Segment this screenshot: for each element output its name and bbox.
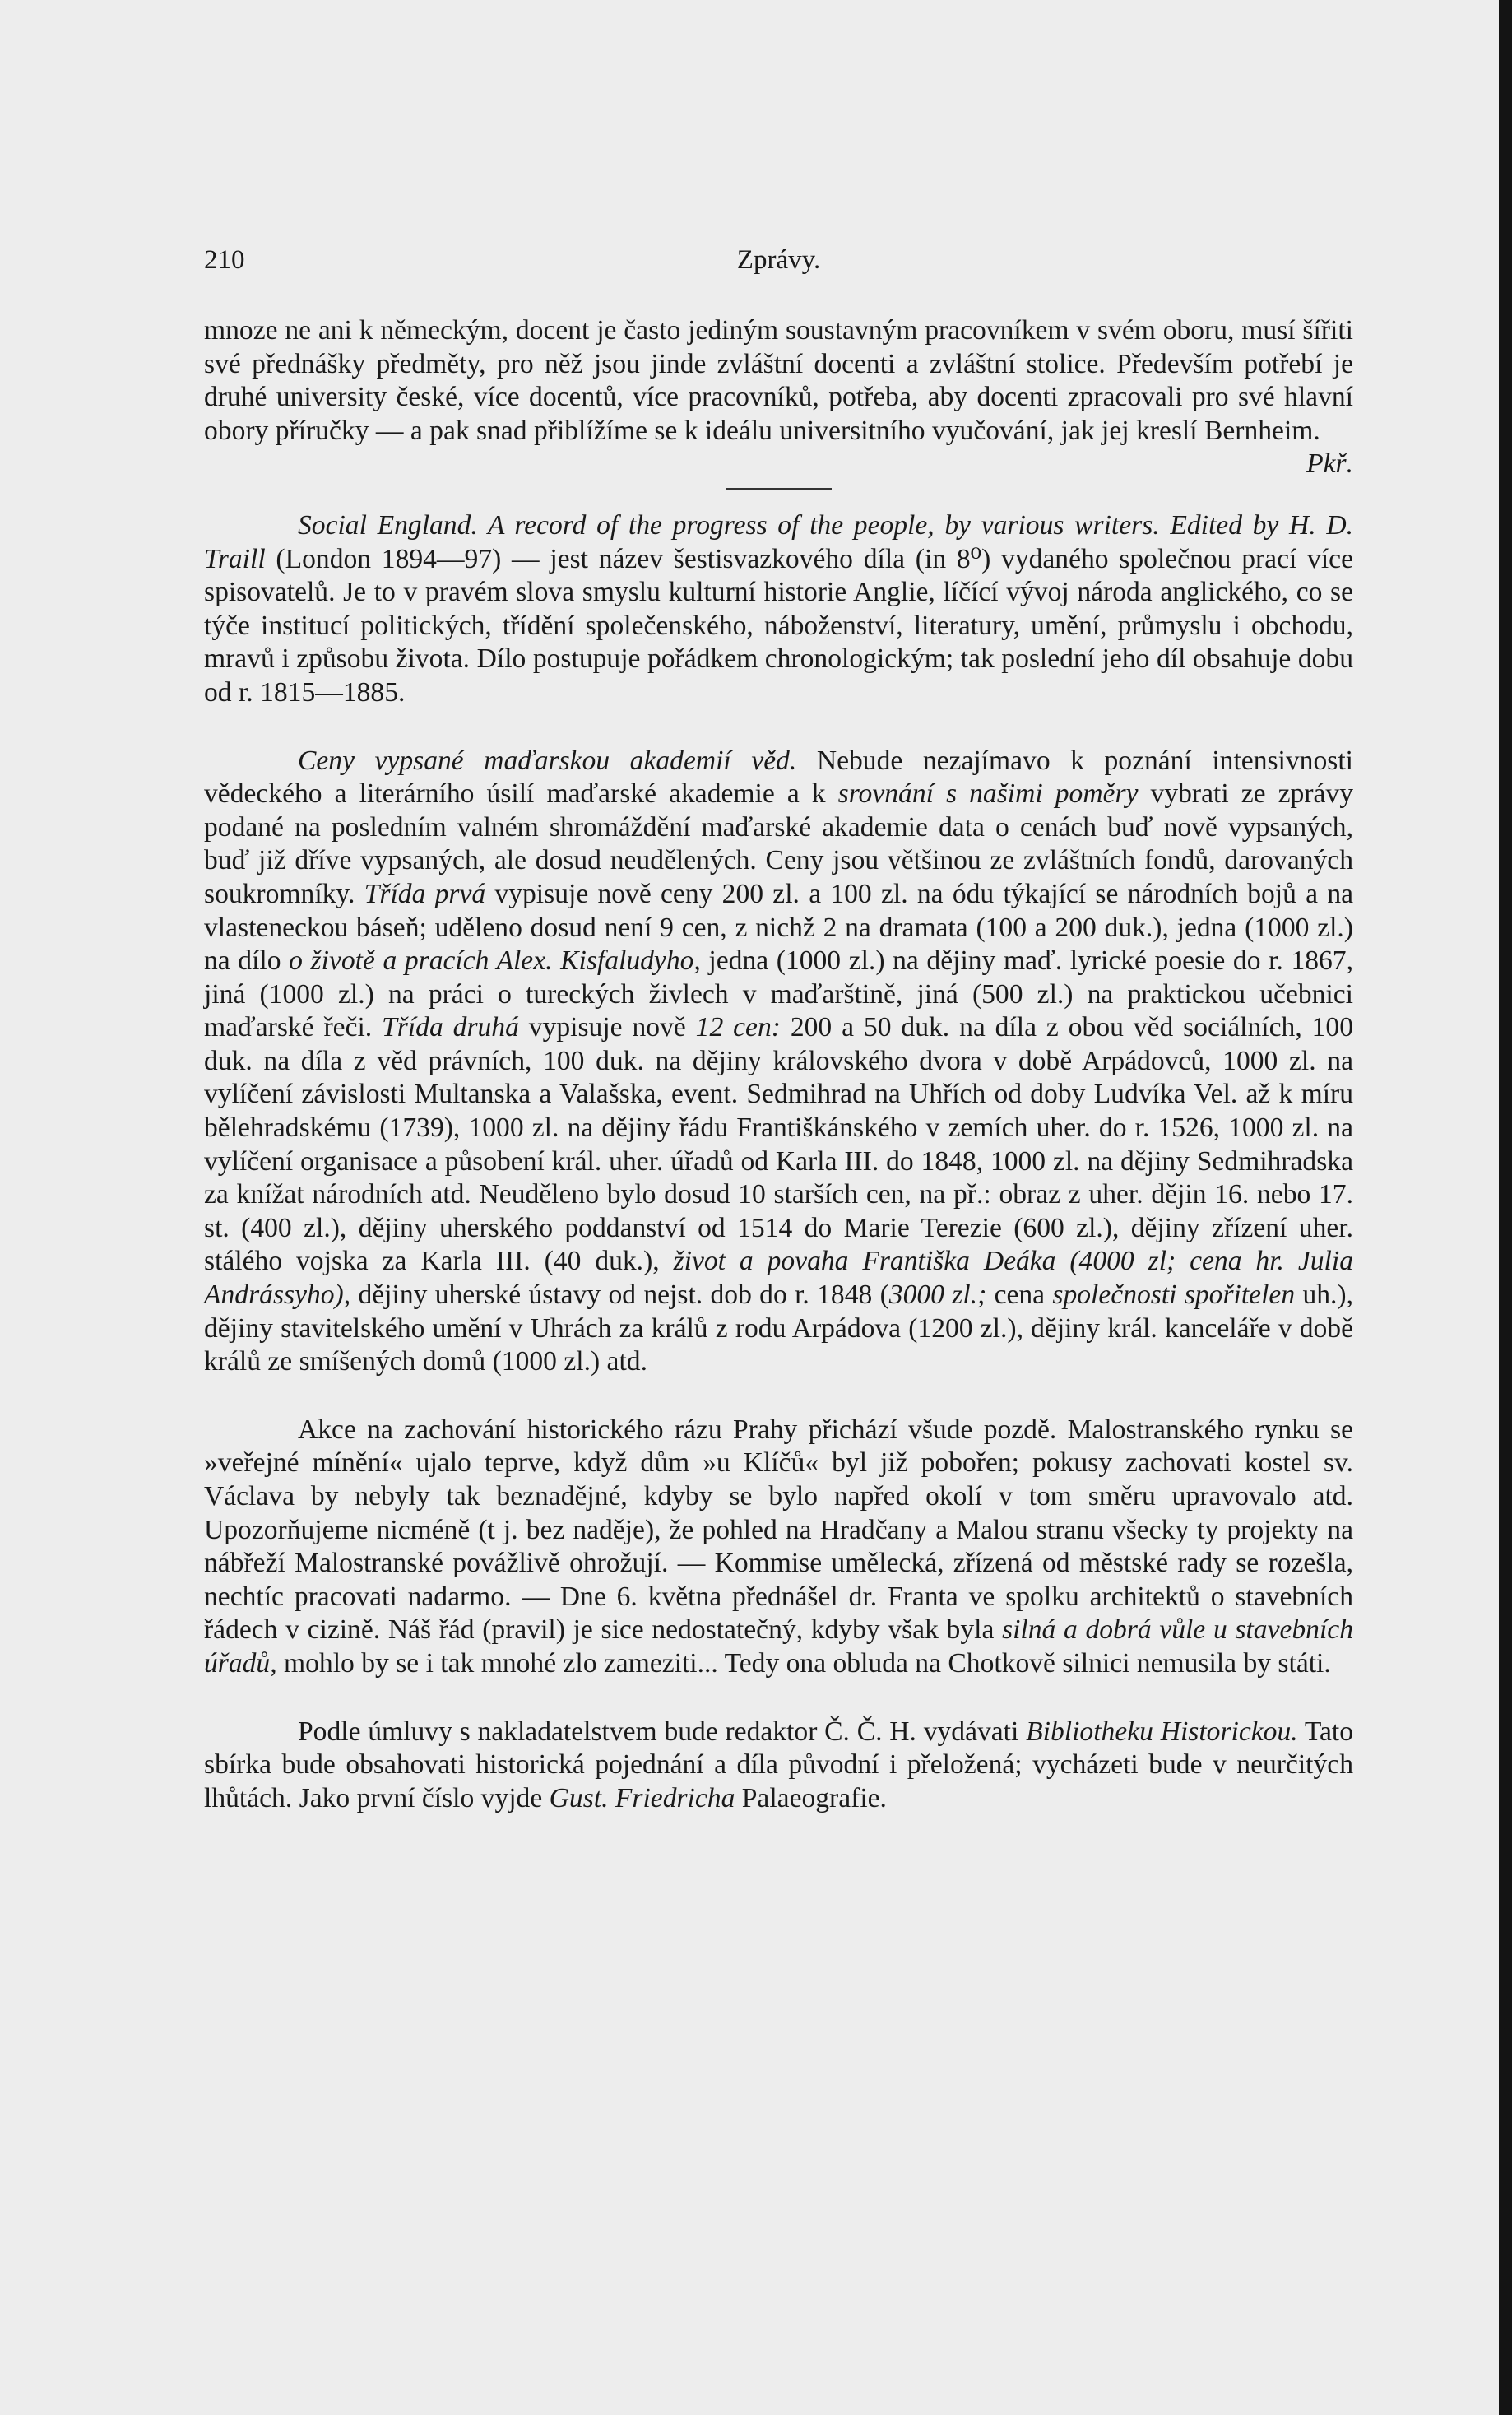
page-edge-shadow (1499, 0, 1512, 2415)
paragraph-gap (204, 710, 1353, 745)
author-signature: Pkř. (1306, 448, 1353, 480)
paragraph-social-england (204, 509, 1353, 710)
section-divider (726, 488, 832, 490)
italic-phrase: Třída druhá (382, 1012, 519, 1043)
paragraph-text: (London 1894—97) — jest název šestisvazkového díla (in 8⁰) vydaného společnou prací více spisovatelů. Je to v pravém slova smyslu kulturní historie Anglie, líčící vývoj národa anglického, co se týče institucí politických, třídění společenského, náboženství, literatury, umění, průmyslu i obchodu, mravů i způsobu života. Dílo postupuje pořádkem chronologickým; tak poslední jeho díl obsahuje dobu od r. 1815—1885. (204, 543, 1353, 708)
page-content (204, 314, 1353, 1815)
text-run: vybrati ze zprávy podané na posledním valném shromáždění maďarské akademie data o cenách buď nově vypsaných, buď již dříve vypsaných, ale dosud neudělených. Ceny jsou většinou ze zvláštních fondů, darovaných soukromníky. (204, 778, 1353, 909)
italic-phrase: o životě a pracích Alex. Kisfaludyho, (289, 945, 701, 977)
paragraph-text: mnoze ne ani k německým, docent je často jediným soustavným pracovníkem v svém oboru, musí šířiti své přednášky předměty, pro něž jsou jinde zvláštní docenti a zvláštní stolice. Především potřebí je druhé university české, více docentů, více pracovníků, potřeba, aby docenti zpracovali pro své hlavní obory příručky — a pak snad přiblížíme se k ideálu universitního vyučování, jak jej kreslí Bernheim. (204, 315, 1353, 446)
italic-phrase: společnosti spořitelen (1052, 1279, 1296, 1311)
text-run: jedna (1000 zl.) na dějiny maď. lyrické poesie do r. 1867, jiná (1000 zl.) na práci o tureckých živlech v maďarštině, jiná (500 zl.) na praktickou učebnici maďarské řeči. (204, 945, 1353, 1043)
paragraph-gap (204, 1379, 1353, 1414)
text-run: Podle úmluvy s nakladatelstvem bude redaktor Č. Č. H. vydávati (298, 1716, 1027, 1747)
text-run: 200 a 50 duk. na díla z obou věd sociálních, 100 duk. na díla z věd právních, 100 duk. na dějiny královského dvora v době Arpádovců, 1000 zl. na vylíčení závislosti Multanska a Valašska, event. Sedmihrad na Uhřích od doby Ludvíka Vel. až k míru bělehradskému (1739), 1000 zl. na dějiny řádu Františkánského v zemích uher. do r. 1526, 1000 zl. na vylíčení organisace a působení král. uher. úřadů od Karla III. do 1848, 1000 zl. na dějiny Sedmihradska za knížat národních atd. Neuděleno bylo dosud 10 starších cen, na př.: obraz z uher. dějin 16. nebo 17. st. (400 zl.), dějiny uherského poddanství od 1514 do Marie Terezie (600 zl.), dějiny zřízení uher. stálého vojska za Karla III. (40 duk.), (204, 1012, 1353, 1277)
paragraph-gap (204, 1681, 1353, 1716)
text-run: mohlo by se i tak mnohé zlo zameziti... Tedy ona obluda na Chotkově silnici nemusila by státi. (276, 1647, 1331, 1679)
text-run: cena (986, 1279, 1053, 1311)
page-header (204, 245, 1353, 286)
paragraph-bibliotheka (204, 1716, 1353, 1816)
italic-phrase: Bibliotheku Historickou. (1026, 1716, 1298, 1747)
italic-phrase: Gust. Friedricha (549, 1782, 735, 1814)
italic-phrase: 3000 zl.; (888, 1279, 987, 1311)
paragraph-continuation (204, 314, 1353, 480)
italic-heading: Ceny vypsané maďarskou akademií věd. (298, 745, 797, 776)
italic-phrase: 12 cen: (695, 1012, 781, 1043)
text-run: Nebude nezajímavo k poznání intensivnosti vědeckého a literárního úsilí maďarské akademie a k (204, 745, 1353, 810)
text-run: dějiny uherské ústavy od nejst. dob do r. 1848 ( (350, 1279, 889, 1311)
page-number: 210 (204, 245, 245, 275)
text-run: Palaeografie. (735, 1782, 887, 1814)
italic-phrase: Třída prvá (364, 878, 486, 909)
italic-phrase: život a povaha Františka Deáka (4000 zl; cena hr. Julia Andrássyho), (204, 1246, 1353, 1311)
text-run: uh.), dějiny stavitelského umění v Uhrách za králů z rodu Arpádova (1200 zl.), dějiny král. kanceláře v době králů ze smíšených domů (1000 zl.) atd. (204, 1279, 1353, 1377)
text-run: vypisuje nově (518, 1012, 696, 1043)
text-run: Akce na zachování historického rázu Prahy přichází všude pozdě. Malostranského rynku se »veřejné mínění« ujalo teprve, když dům »u Klíčů« byl již pobořen; pokusy zachovati kostel sv. Václava by nebyly tak beznadějné, kdyby se bylo napřed okolí v tom směru upravovalo atd. Upozorňujeme nicméně (t j. bez naděje), že pohled na Hradčany a Malou stranu všecky ty projekty na nábřeží Malostranské povážlivě ohrožují. — Kommise umělecká, zřízená od městské rady se rozešla, nechtíc pracovati nadarmo. — Dne 6. května přednášel dr. Franta ve spolku architektů o stavebních řádech v cizině. Náš řád (pravil) je sice nedostatečný, kdyby však byla (204, 1414, 1353, 1646)
text-run: vypisuje nově ceny 200 zl. a 100 zl. na ódu týkající se národních bojů a na vlasteneckou báseň; uděleno dosud není 9 cen, z nichž 2 na dramata (100 a 200 duk.), jedna (1000 zl.) na dílo (204, 878, 1354, 977)
italic-phrase: silná a dobrá vůle u stavebních úřadů, (204, 1614, 1353, 1679)
paragraph-hungarian-academy (204, 745, 1353, 1379)
book-title: Social England. A record of the progress of the people, by various writers. Edited by H. D. Traill (204, 509, 1353, 574)
italic-phrase: srovnání s našimi poměry (837, 778, 1139, 810)
paragraph-prague (204, 1414, 1353, 1681)
text-run: Tato sbírka bude obsahovati historická pojednání a díla původní i přeložená; vycházeti bude v neurčitých lhůtách. Jako první číslo vyjde (204, 1716, 1354, 1814)
running-title: Zprávy. (736, 245, 821, 275)
